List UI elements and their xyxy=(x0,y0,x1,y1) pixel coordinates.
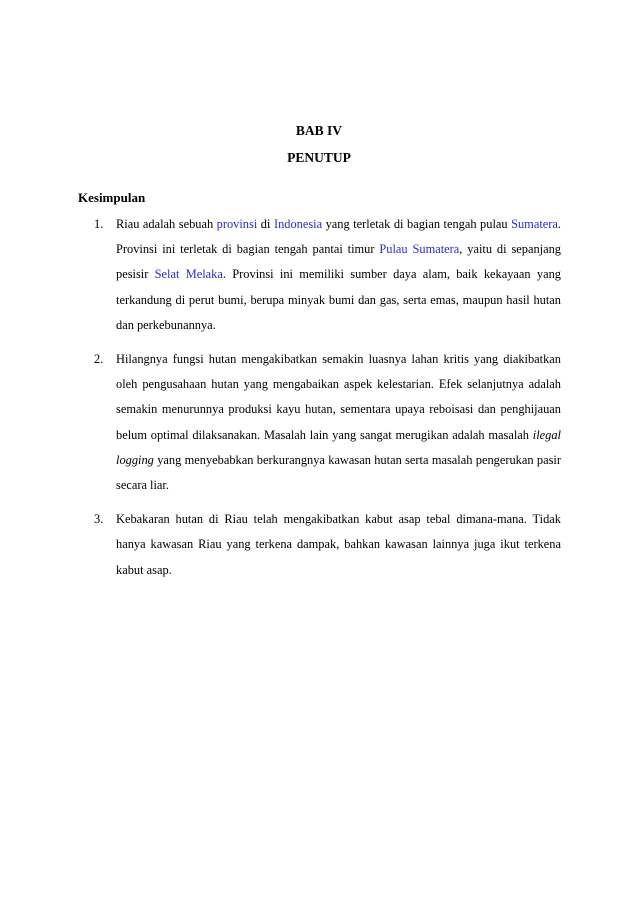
text-segment: yang menyebabkan berkurangnya kawasan hutan serta masalah pengerukan pasir secara liar. xyxy=(116,452,561,493)
list-item-number: 1. xyxy=(94,217,104,231)
list-item xyxy=(94,347,561,498)
italic-term: ilegal logging xyxy=(116,427,561,467)
text-segment: Riau adalah sebuah xyxy=(116,217,217,231)
link-sumatera[interactable]: Sumatera xyxy=(511,217,558,231)
text-segment: . Provinsi ini terletak di bagian tengah pantai timur xyxy=(116,217,561,257)
list-item xyxy=(94,507,561,583)
link-provinsi[interactable]: provinsi xyxy=(216,217,258,231)
conclusion-list xyxy=(94,212,561,592)
link-indonesia[interactable]: Indonesia xyxy=(273,217,323,231)
chapter-number: BAB IV xyxy=(295,123,343,138)
link-selat-melaka[interactable]: Selat Melaka xyxy=(154,267,223,282)
list-item-text xyxy=(116,347,561,498)
list-item-number: 2. xyxy=(94,352,104,367)
text-segment: Hilangnya fungsi hutan mengakibatkan semakin luasnya lahan kritis yang diakibatkan oleh pengusahaan hutan yang mengabaikan aspek kelestarian. Efek selanjutnya adalah semakin menurunnya produksi kayu hutan, sementara upaya reboisasi dan penghijauan belum optimal dilaksanakan. Masalah lain yang sangat merugikan adalah masalah xyxy=(116,352,561,442)
text-segment: di xyxy=(257,217,274,231)
list-item-number: 3. xyxy=(94,512,104,527)
text-segment: . Provinsi ini memiliki sumber daya alam, baik kekayaan yang terkandung di perut bumi, berupa minyak bumi dan gas, serta emas, maupun hasil hutan dan perkebunannya. xyxy=(116,267,562,332)
text-segment: yang terletak di bagian tengah pulau xyxy=(322,217,512,231)
list-item xyxy=(94,212,561,338)
list-item-text xyxy=(116,507,561,583)
link-pulau-sumatera[interactable]: Pulau Sumatera xyxy=(379,242,460,257)
chapter-title: PENUTUP xyxy=(287,150,351,165)
text-segment: Kebakaran hutan di Riau telah mengakibatkan kabut asap tebal dimana-mana. Tidak hanya kawasan Riau yang terkena dampak, bahkan kawasan lainnya juga ikut terkena kabut asap. xyxy=(116,512,561,577)
list-item-text xyxy=(116,212,561,338)
text-segment: , yaitu di sepanjang pesisir xyxy=(116,242,561,282)
section-heading: Kesimpulan xyxy=(78,190,146,205)
